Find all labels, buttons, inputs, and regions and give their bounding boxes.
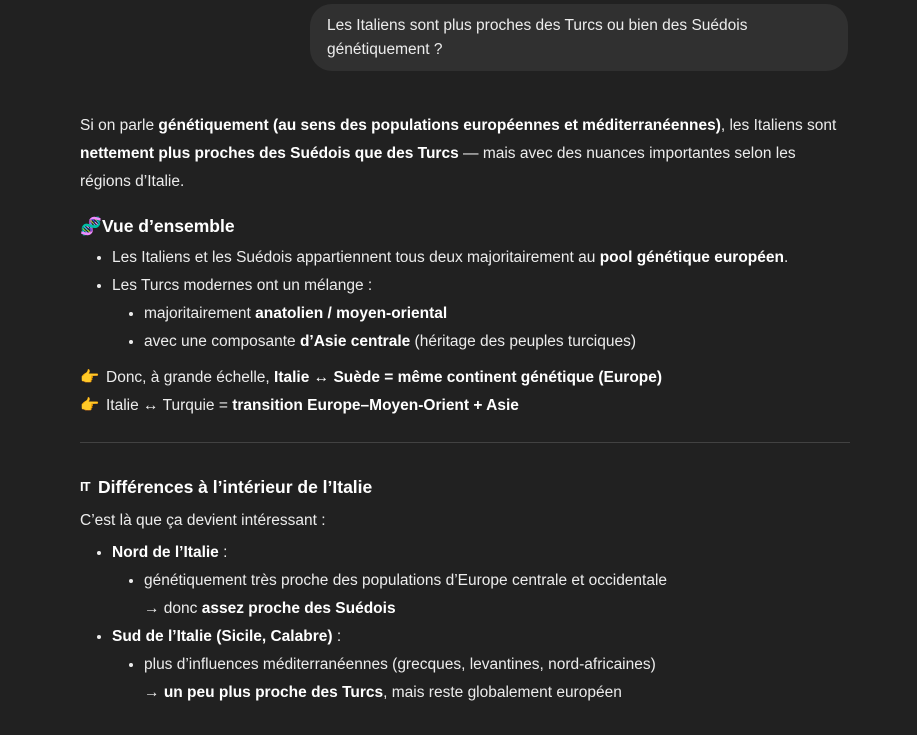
list-item-text: Les Turcs modernes ont un mélange : bbox=[112, 277, 373, 294]
pointing-hand-icon: 👉 bbox=[80, 369, 100, 386]
north-sub-bold: assez proche des Suédois bbox=[201, 600, 396, 617]
intro-text-3: — mais avec des nuances importantes selon les régions d’Italie. bbox=[80, 145, 796, 190]
summary-bold-1: Italie ↔ Suède = même continent génétique (Europe) bbox=[274, 369, 663, 386]
summary-text-1: Donc, à grande échelle, bbox=[106, 369, 270, 386]
north-label: Nord de l’Italie bbox=[112, 544, 219, 561]
sub-list bbox=[112, 567, 850, 623]
sub-list-item bbox=[144, 567, 850, 623]
intro-paragraph bbox=[80, 112, 850, 196]
summary-line-2 bbox=[80, 392, 850, 420]
list-item bbox=[112, 539, 850, 623]
north-colon: : bbox=[218, 544, 228, 561]
sub-item-bold: d’Asie centrale bbox=[299, 333, 411, 350]
list-item bbox=[112, 623, 850, 707]
overview-heading bbox=[80, 212, 850, 240]
summary-text-2: Italie ↔ Turquie = bbox=[106, 397, 228, 414]
south-sub-bold: un peu plus proche des Turcs bbox=[163, 684, 384, 701]
sub-list-item bbox=[144, 651, 850, 707]
italy-lead: C’est là que ça devient intéressant : bbox=[80, 512, 326, 529]
summary-bold-2: transition Europe–Moyen-Orient + Asie bbox=[232, 397, 519, 414]
intro-text-2: , les Italiens sont bbox=[720, 117, 837, 134]
sub-list bbox=[112, 300, 850, 356]
overview-title: Vue d’ensemble bbox=[102, 216, 235, 236]
summary-line-1 bbox=[80, 364, 850, 392]
sub-list bbox=[112, 651, 850, 707]
assistant-response bbox=[80, 112, 850, 707]
south-colon: : bbox=[332, 628, 342, 645]
sub-list-item bbox=[144, 300, 850, 328]
pointing-hand-icon: 👉 bbox=[80, 397, 100, 414]
overview-list bbox=[80, 244, 850, 356]
intro-text-1: Si on parle bbox=[80, 117, 159, 134]
dna-icon: 🧬 bbox=[80, 216, 102, 236]
sub-item-text: avec une composante bbox=[144, 333, 300, 350]
north-sub-text: génétiquement très proche des populations d’Europe centrale et occidentale bbox=[144, 572, 668, 589]
sub-item-end: (héritage des peuples turciques) bbox=[410, 333, 636, 350]
user-message-bubble bbox=[310, 4, 848, 71]
italy-flag-icon: IT bbox=[80, 479, 90, 494]
italy-title: Différences à l’intérieur de l’Italie bbox=[98, 477, 373, 497]
south-sub-arrow: → bbox=[144, 684, 164, 701]
intro-bold-2: nettement plus proches des Suédois que des Turcs bbox=[80, 145, 459, 162]
south-sub-text: plus d’influences méditerranéennes (grecques, levantines, nord-africaines) bbox=[144, 656, 656, 673]
italy-heading bbox=[80, 473, 850, 501]
sub-item-text: majoritairement bbox=[144, 305, 256, 322]
list-item bbox=[112, 272, 850, 356]
sub-list-item bbox=[144, 328, 850, 356]
italy-list bbox=[80, 539, 850, 707]
south-label: Sud de l’Italie (Sicile, Calabre) bbox=[112, 628, 333, 645]
south-sub-end: , mais reste globalement européen bbox=[383, 684, 622, 701]
list-item-bold: pool génétique européen bbox=[599, 249, 784, 266]
user-message-text: Les Italiens sont plus proches des Turcs ou bien des Suédois génétiquement ? bbox=[327, 17, 748, 58]
list-item bbox=[112, 244, 850, 272]
sub-item-bold: anatolien / moyen-oriental bbox=[255, 305, 448, 322]
list-item-text: Les Italiens et les Suédois appartiennent tous deux majoritairement au bbox=[112, 249, 600, 266]
list-item-end: . bbox=[783, 249, 789, 266]
intro-bold-1: génétiquement (au sens des populations européennes et méditerranéennes) bbox=[158, 117, 721, 134]
north-sub-arrow: → donc bbox=[144, 600, 202, 617]
